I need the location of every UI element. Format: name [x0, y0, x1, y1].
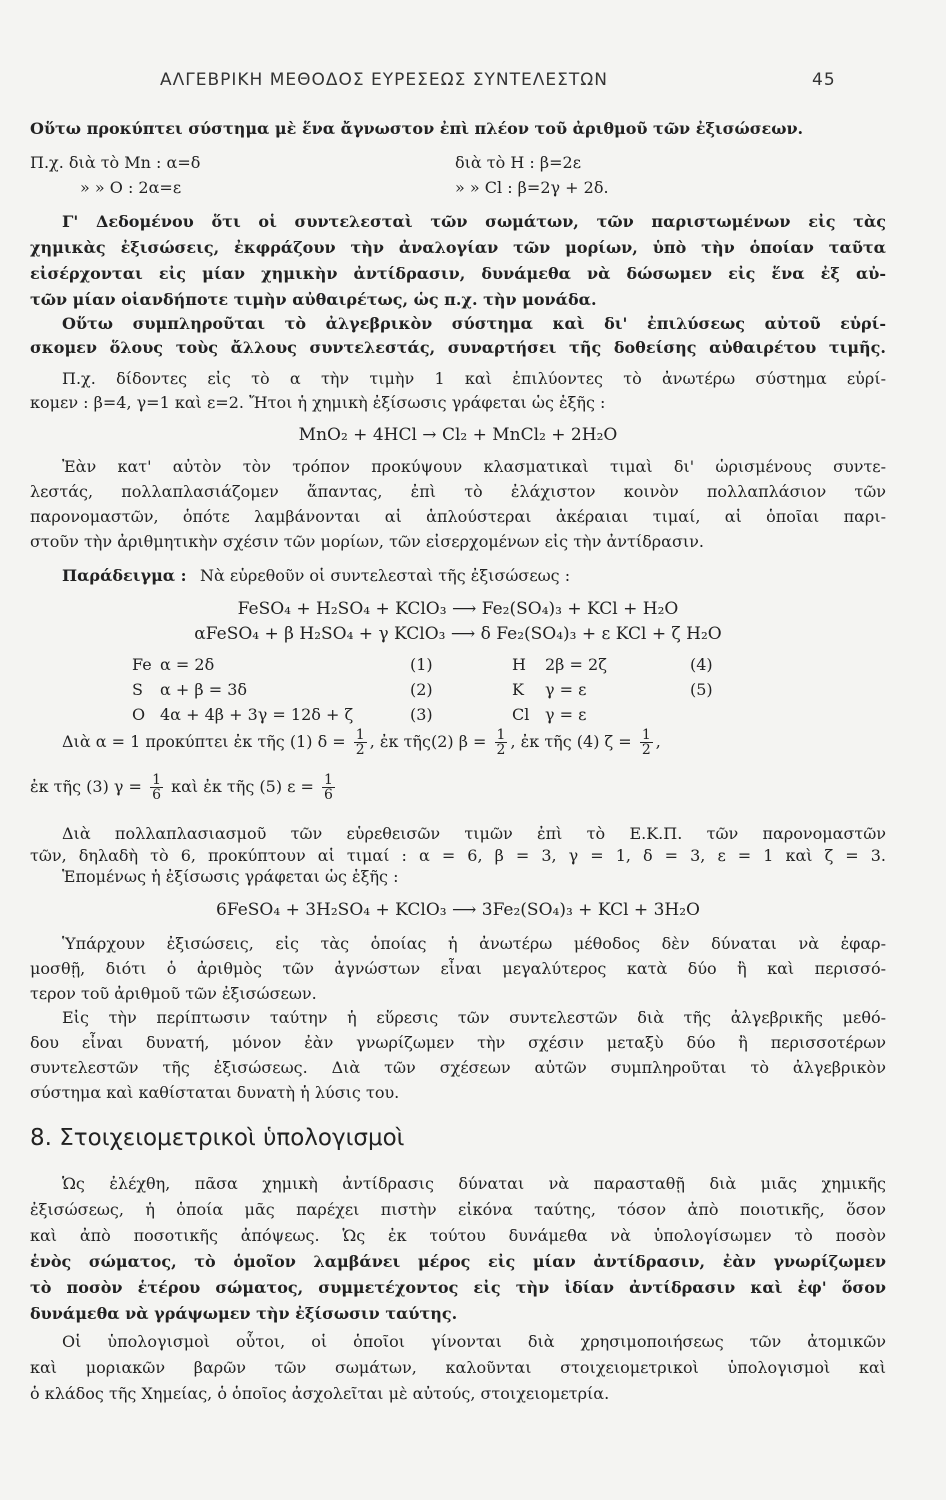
system-equation: γ = ε: [545, 680, 587, 699]
paragraph-line: Οἱ ὑπολογισμοὶ οὗτοι, οἱ ὁποῖοι γίνονται διὰ χρησιμοποιήσεως τῶν ἀτομικῶν: [62, 1332, 886, 1351]
paragraph-line: συντελεστῶν τῆς ἐξισώσεως. Διὰ τῶν σχέσεων αὐτῶν συμπληροῦται τὸ ἀλγεβρικὸν: [30, 1058, 886, 1077]
fraction-denominator: 6: [324, 787, 333, 803]
paragraph-line: δυνάμεθα νὰ γράψωμεν τὴν ἐξίσωσιν ταύτης.: [30, 1304, 458, 1323]
paragraph-line: εἰσέρχονται εἰς μίαν χημικὴν ἀντίδρασιν, δυνάμεθα νὰ δώσωμεν εἰς ἕνα ἐξ αὐ-: [30, 264, 886, 283]
system-element: O: [132, 705, 146, 724]
example-line: Π.χ. διὰ τὸ Mn : α=δ: [30, 153, 201, 172]
system-element: S: [132, 680, 143, 699]
system-equation: α = 2δ: [160, 655, 215, 674]
paragraph-line: μοσθῇ, διότι ὁ ἀριθμὸς τῶν ἀγνώστων εἶναι μεγαλύτερος κατὰ δύο ἢ καὶ περισσό-: [30, 959, 886, 978]
system-number: (2): [410, 680, 433, 699]
paragraph-line: τερον τοῦ ἀριθμοῦ τῶν ἐξισώσεων.: [30, 984, 317, 1003]
paragraph-line: Διὰ πολλαπλασιασμοῦ τῶν εὑρεθεισῶν τιμῶν ἐπὶ τὸ Ε.Κ.Π. τῶν παρονομαστῶν: [62, 824, 886, 843]
paragraph-line: σκομεν ὅλους τοὺς ἄλλους συντελεστάς, συναρτήσει τῆς δοθείσης αὐθαιρέτου τιμῆς.: [30, 338, 886, 357]
example-line: » » O : 2α=ε: [80, 178, 182, 197]
page-number: 45: [812, 70, 836, 90]
equation: FeSO₄ + H₂SO₄ + KClO₃ ⟶ Fe₂(SO₄)₃ + KCl + H₂O: [237, 599, 679, 619]
solution-text: Διὰ α = 1 προκύπτει ἐκ τῆς (1) δ =: [62, 732, 346, 751]
system-number: (3): [410, 705, 433, 724]
fraction-numerator: 1: [641, 727, 651, 743]
fraction: [150, 773, 163, 802]
system-number: (1): [410, 655, 433, 674]
fraction-denominator: 2: [355, 742, 365, 758]
section-heading: 8. Στοιχειομετρικοὶ ὑπολογισμοὶ: [30, 1125, 405, 1151]
paragraph-line: τῶν, δηλαδὴ τὸ 6, προκύπτουν αἱ τιμαί : α = 6, β = 3, γ = 1, δ = 3, ε = 1 καὶ ζ = 3.: [30, 846, 886, 865]
solution-line: Διὰ α = 1 προκύπτει ἐκ τῆς (1) δ = $\frac{1}{2}$ , ἐκ τῆς(2) β = $\frac{1}{2}$ , ἐκ τῆς (4) ζ = $\frac{1}{2}$ ,: [62, 727, 661, 758]
example-text: Νὰ εὑρεθοῦν οἱ συντελεσταὶ τῆς ἐξισώσεως :: [200, 566, 571, 585]
system-equation: α + β = 3δ: [160, 680, 248, 699]
paragraph-line: Ἐὰν κατ' αὐτὸν τὸν τρόπον προκύψουν κλασματικαὶ τιμαὶ δι' ὡρισμένους συντε-: [62, 457, 886, 476]
example-line: διὰ τὸ H : β=2ε: [455, 153, 582, 172]
paragraph-line: Οὕτω συμπληροῦται τὸ ἀλγεβρικὸν σύστημα καὶ δι' ἐπιλύσεως αὐτοῦ εὑρί-: [62, 314, 886, 333]
fraction: [495, 728, 508, 757]
paragraph-line: Οὕτω προκύπτει σύστημα μὲ ἕνα ἄγνωστον ἐπὶ πλέον τοῦ ἀριθμοῦ τῶν ἐξισώσεων.: [30, 119, 804, 138]
system-element: Cl: [512, 705, 530, 724]
example-line: » » Cl : β=2γ + 2δ.: [455, 178, 609, 197]
paragraph-line: καὶ μοριακῶν βαρῶν τῶν σωμάτων, καλοῦνται στοιχειομετρικοὶ ὑπολογισμοὶ καὶ: [30, 1358, 886, 1377]
paragraph-line: λεστάς, πολλαπλασιάζομεν ἅπαντας, ἐπὶ τὸ ἐλάχιστον κοινὸν πολλαπλάσιον τῶν: [30, 482, 886, 501]
system-element: K: [512, 680, 524, 699]
header-title: ΑΛΓΕΒΡΙΚΗ ΜΕΘΟΔΟΣ ΕΥΡΕΣΕΩΣ ΣΥΝΤΕΛΕΣΤΩΝ: [160, 70, 608, 90]
equation: 6FeSO₄ + 3H₂SO₄ + KClO₃ ⟶ 3Fe₂(SO₄)₃ + KCl + 3H₂O: [216, 900, 700, 920]
system-number: (5): [690, 680, 713, 699]
paragraph-line: χημικὰς ἐξισώσεις, ἐκφράζουν τὴν ἀναλογίαν τῶν μορίων, ὑπὸ τὴν ὁποίαν ταῦτα: [30, 238, 886, 257]
solution-text: ἐκ τῆς(2) β =: [379, 732, 487, 751]
system-number: (4): [690, 655, 713, 674]
paragraph-line: Ὡς ἐλέχθη, πᾶσα χημικὴ ἀντίδρασις δύναται νὰ παρασταθῇ διὰ μιᾶς χημικῆς: [62, 1174, 886, 1193]
system-equation: γ = ε: [545, 705, 587, 724]
paragraph-line: δου εἶναι δυνατή, μόνον ἐὰν γνωρίζωμεν τὴν σχέσιν μεταξὺ δύο ἢ περισσοτέρων: [30, 1033, 886, 1052]
example-label: Παράδειγμα :: [62, 566, 187, 585]
solution-text: καὶ ἐκ τῆς (5) ε =: [171, 777, 314, 796]
solution-text: ἐκ τῆς (4) ζ =: [520, 732, 632, 751]
fraction-numerator: 1: [496, 727, 506, 743]
system-equation: 2β = 2ζ: [545, 655, 607, 674]
equation: MnO₂ + 4HCl → Cl₂ + MnCl₂ + 2H₂O: [298, 425, 618, 445]
fraction-numerator: 1: [152, 772, 161, 788]
paragraph-line: Ὑπάρχουν ἐξισώσεις, εἰς τὰς ὁποίας ἡ ἀνωτέρω μέθοδος δὲν δύναται νὰ ἐφαρ-: [62, 934, 886, 953]
fraction: [640, 728, 653, 757]
paragraph-line: Ἑπομένως ἡ ἐξίσωσις γράφεται ὡς ἑξῆς :: [62, 867, 399, 886]
fraction-numerator: 1: [355, 727, 365, 743]
paragraph-line: στοῦν τὴν ἀριθμητικὴν σχέσιν τῶν μορίων, τῶν εἰσερχομένων εἰς τὴν ἀντίδρασιν.: [30, 532, 704, 551]
fraction-denominator: 2: [496, 742, 506, 758]
system-element: Fe: [132, 655, 152, 674]
paragraph-line: τὸ ποσὸν ἑτέρου σώματος, συμμετέχοντος εἰς τὴν ἰδίαν ἀντίδρασιν καὶ ἐφ' ὅσον: [30, 1278, 886, 1297]
paragraph-line: τῶν μίαν οἱανδήποτε τιμὴν αὐθαιρέτως, ὡς π.χ. τὴν μονάδα.: [30, 290, 597, 309]
paragraph-line: Π.χ. δίδοντες εἰς τὸ α τὴν τιμὴν 1 καὶ ἐπιλύοντες τὸ ἀνωτέρω σύστημα εὑρί-: [62, 369, 886, 388]
paragraph-line: Εἰς τὴν περίπτωσιν ταύτην ἡ εὕρεσις τῶν συντελεστῶν διὰ τῆς ἀλγεβρικῆς μεθό-: [62, 1008, 886, 1027]
paragraph-line: Γ' Δεδομένου ὅτι οἱ συντελεσταὶ τῶν σωμάτων, τῶν παριστωμένων εἰς τὰς: [62, 212, 886, 231]
paragraph-line: κομεν : β=4, γ=1 καὶ ε=2. Ἤτοι ἡ χημικὴ ἐξίσωσις γράφεται ὡς ἑξῆς :: [30, 393, 606, 412]
fraction-denominator: 6: [152, 787, 161, 803]
fraction: [354, 728, 367, 757]
paragraph-line: καὶ ἀπὸ ποσοτικῆς ἀπόψεως. Ὡς ἐκ τούτου δυνάμεθα νὰ ὑπολογίσωμεν τὸ ποσὸν: [30, 1226, 886, 1245]
solution-line: [30, 773, 338, 802]
paragraph-line: παρονομαστῶν, ὁπότε λαμβάνονται αἱ ἁπλούστεραι ἀκέραιαι τιμαί, αἱ ὁποῖαι παρι-: [30, 507, 886, 526]
fraction-denominator: 2: [641, 742, 651, 758]
system-equation: 4α + 4β + 3γ = 12δ + ζ: [160, 705, 354, 724]
fraction: [322, 773, 335, 802]
fraction-numerator: 1: [324, 772, 333, 788]
paragraph-line: ἑνὸς σώματος, τὸ ὁμοῖον λαμβάνει μέρος εἰς μίαν ἀντίδρασιν, ἐὰν γνωρίζωμεν: [30, 1252, 886, 1271]
equation: αFeSO₄ + β H₂SO₄ + γ KClO₃ ⟶ δ Fe₂(SO₄)₃ + ε KCl + ζ H₂O: [194, 624, 722, 644]
paragraph-line: σύστημα καὶ καθίσταται δυνατὴ ἡ λύσις του.: [30, 1083, 400, 1102]
system-element: H: [512, 655, 526, 674]
paragraph-line: ὁ κλάδος τῆς Χημείας, ὁ ὁποῖος ἀσχολεῖται μὲ αὐτούς, στοιχειομετρία.: [30, 1384, 610, 1403]
paragraph-line: ἐξισώσεως, ἡ ὁποία μᾶς παρέχει πιστὴν εἰκόνα ταύτης, τόσον ἀπὸ ποιοτικῆς, ὅσον: [30, 1200, 886, 1219]
solution-text: ἐκ τῆς (3) γ =: [30, 777, 142, 796]
